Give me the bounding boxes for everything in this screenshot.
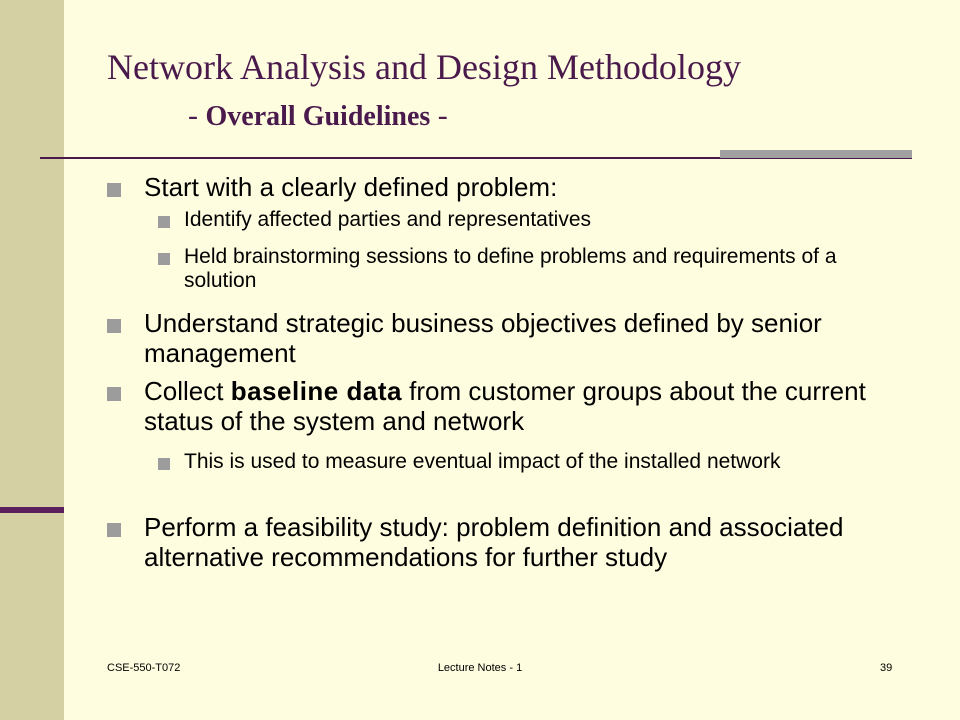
footer-course-code: CSE-550-T072 [107, 662, 181, 674]
footer-center-label: Lecture Notes - 1 [437, 662, 523, 674]
square-bullet-icon [107, 523, 121, 537]
slide-title: Network Analysis and Design Methodology [107, 47, 741, 87]
square-bullet-icon [107, 387, 121, 401]
bullet-text [144, 376, 874, 436]
square-bullet-icon [107, 319, 121, 333]
square-bullet-icon [158, 253, 170, 265]
subtitle-dash-right: - [430, 99, 448, 132]
square-bullet-icon [107, 183, 121, 197]
square-bullet-icon [158, 458, 170, 470]
subtitle-dash-left: - [188, 99, 206, 132]
bullet-text: Perform a feasibility study: problem definition and associated alternative recommendations for further study [144, 512, 844, 572]
square-bullet-icon [158, 216, 170, 228]
bullet-text-after: from customer groups about the current status of the system and network [144, 376, 866, 436]
bullet-text-bold: baseline data [230, 376, 402, 406]
subtitle-text: Overall Guidelines [205, 101, 431, 132]
sub-bullet-text: Identify affected parties and representatives [184, 208, 592, 231]
sub-bullet-text: This is used to measure eventual impact of the installed network [184, 450, 781, 473]
bullet-text-before: Collect [144, 376, 231, 406]
bullet-text: Start with a clearly defined problem: [144, 172, 558, 202]
bullet-text: Understand strategic business objectives defined by senior management [144, 308, 822, 368]
sub-bullet-text: Held brainstorming sessions to define problems and requirements of a solution [184, 245, 837, 292]
footer-page-number: 39 [880, 662, 893, 674]
